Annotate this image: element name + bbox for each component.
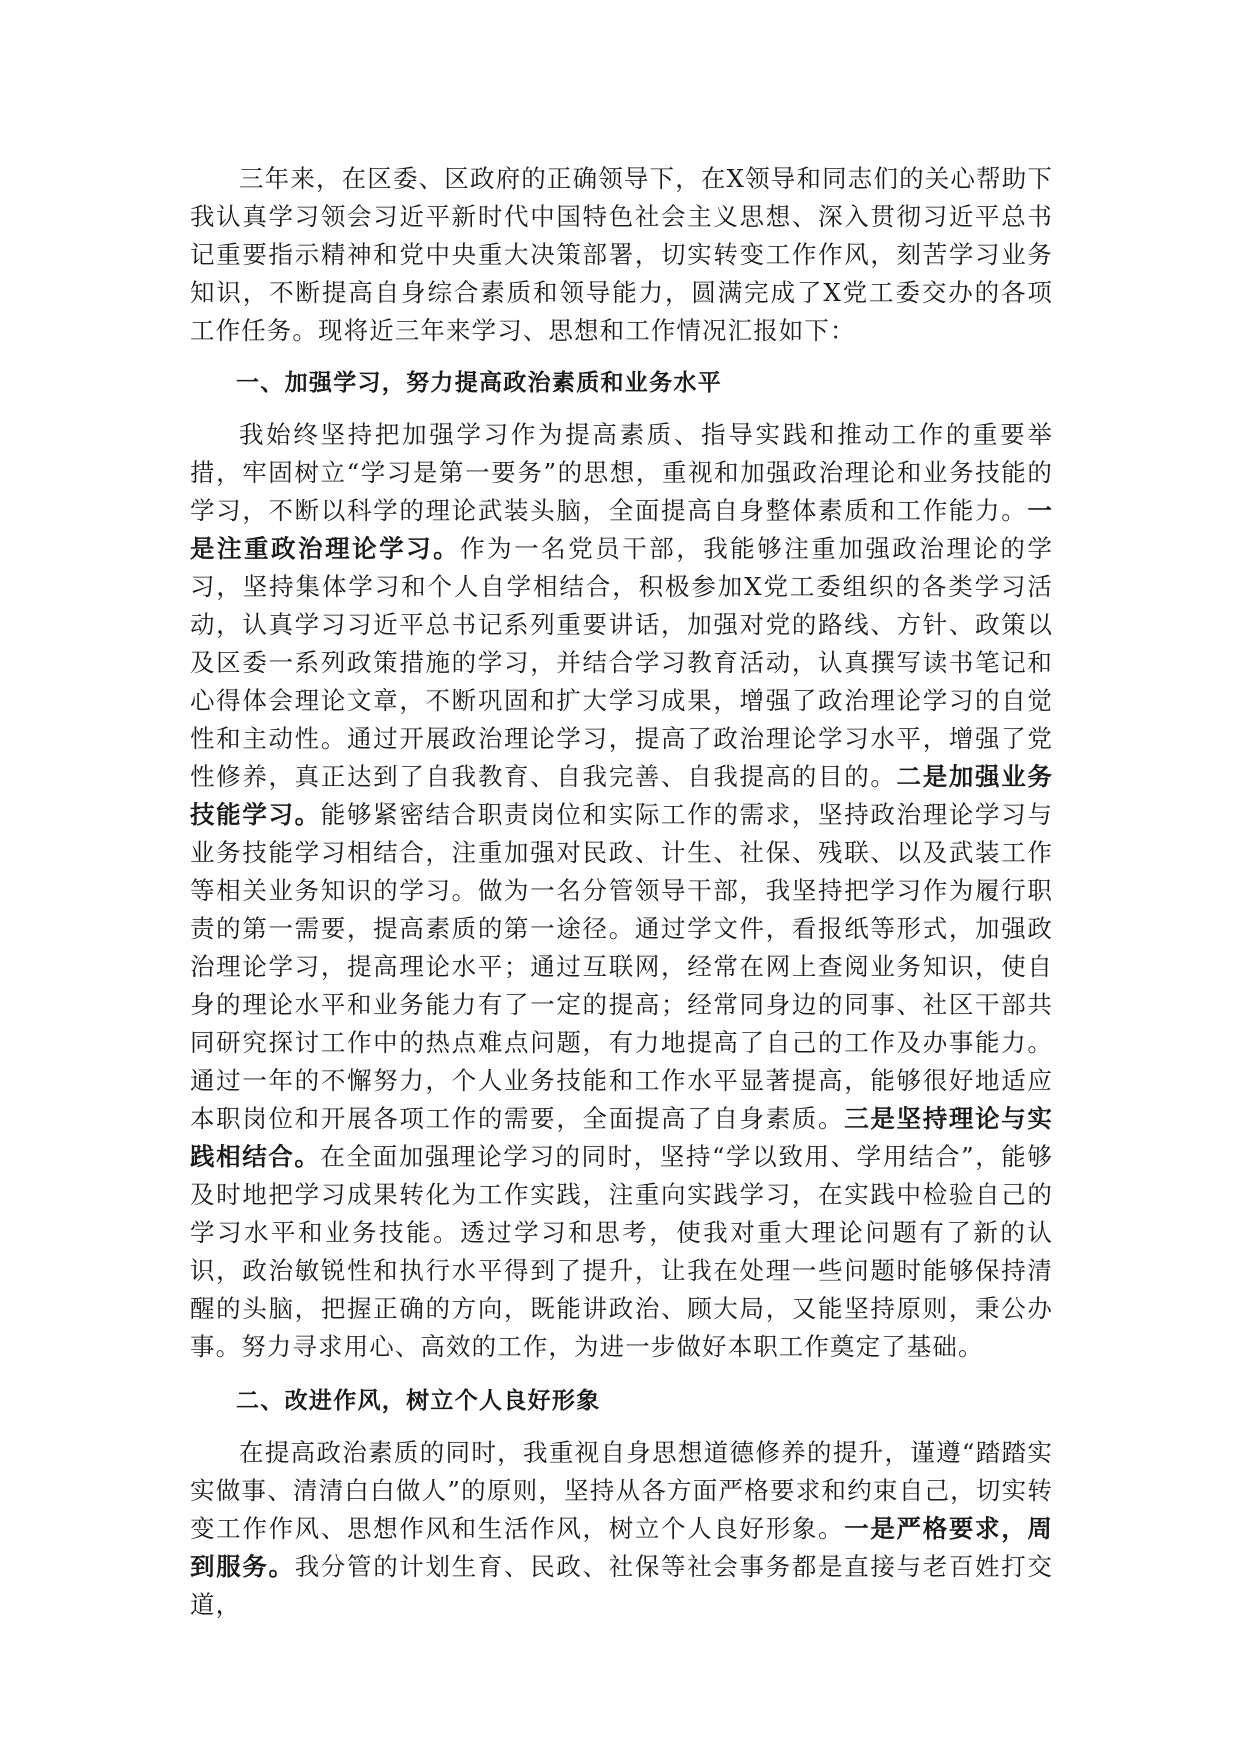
section2-heading: 二、改进作风，树立个人良好形象 (236, 1388, 601, 1414)
document-page (190, 160, 1053, 1624)
section1-bold-1: 一是注重政治理论学习。 (190, 496, 1053, 563)
section2-text-2: 我分管的计划生育、民政、社保等社会事务都是直接与老百姓打交道， (190, 1552, 1053, 1619)
section2-paragraph (190, 1434, 1053, 1624)
section2-bold-1: 一是严格要求，周到服务。 (190, 1514, 1053, 1581)
section1-text-2: 作为一名党员干部，我能够注重加强政治理论的学习，坚持集体学习和个人自学相结合，积极参加X党工委组织的各类学习活动，认真学习习近平总书记系列重要讲话，加强对党的路线、方针、政策以及区委一系列政策措施的学习，并结合学习教育活动，认真撰写读书笔记和心得体会理论文章，不断巩固和扩大学习成果，增强了政治理论学习的自觉性和主动性。通过开展政治理论学习，提高了政治理论学习水平，增强了党性修养，真正达到了自我教育、自我完善、自我提高的目的。 (190, 534, 1054, 791)
section1-paragraph (190, 416, 1053, 1366)
section1-bold-2: 二是加强业务技能学习。 (190, 762, 1053, 829)
section1-text-4: 在全面加强理论学习的同时，坚持“学以致用、学用结合”，能够及时地把学习成果转化为工作实践，注重向实践学习，在实践中检验自己的学习水平和业务技能。透过学习和思考，使我对重大理论问题有了新的认识，政治敏锐性和执行水平得到了提升，让我在处理一些问题时能够保持清醒的头脑，把握正确的方向，既能讲政治、顾大局，又能坚持原则，秉公办事。努力寻求用心、高效的工作，为进一步做好本职工作奠定了基础。 (190, 1142, 1054, 1361)
section1-bold-3: 三是坚持理论与实践相结合。 (190, 1104, 1053, 1171)
section1-text-1: 我始终坚持把加强学习作为提高素质、指导实践和推动工作的重要举措，牢固树立“学习是第一要务”的思想，重视和加强政治理论和业务技能的学习，不断以科学的理论武装头脑，全面提高自身整体素质和工作能力。 (190, 420, 1053, 525)
section1-heading: 一、加强学习，努力提高政治素质和业务水平 (236, 370, 722, 396)
intro-paragraph: 三年来，在区委、区政府的正确领导下，在X领导和同志们的关心帮助下我认真学习领会习近平新时代中国特色社会主义思想、深入贯彻习近平总书记重要指示精神和党中央重大决策部署，切实转变工作作风，刻苦学习业务知识，不断提高自身综合素质和领导能力，圆满完成了X党工委交办的各项工作任务。现将近三年来学习、思想和工作情况汇报如下： (190, 164, 1053, 345)
section1-text-3: 能够紧密结合职责岗位和实际工作的需求，坚持政治理论学习与业务技能学习相结合，注重加强对民政、计生、社保、残联、以及武装工作等相关业务知识的学习。做为一名分管领导干部，我坚持把学习作为履行职责的第一需要，提高素质的第一途径。通过学文件，看报纸等形式，加强政治理论学习，提高理论水平；通过互联网，经常在网上查阅业务知识，使自身的理论水平和业务能力有了一定的提高；经常同身边的同事、社区干部共同研究探讨工作中的热点难点问题，有力地提高了自己的工作及办事能力。通过一年的不懈努力，个人业务技能和工作水平显著提高，能够很好地适应本职岗位和开展各项工作的需要，全面提高了自身素质。 (190, 800, 1053, 1133)
section2-text-1: 在提高政治素质的同时，我重视自身思想道德修养的提升，谨遵“踏踏实实做事、清清白白做人”的原则，坚持从各方面严格要求和约束自己，切实转变工作作风、思想作风和生活作风，树立个人良好形象。 (190, 1438, 1053, 1543)
